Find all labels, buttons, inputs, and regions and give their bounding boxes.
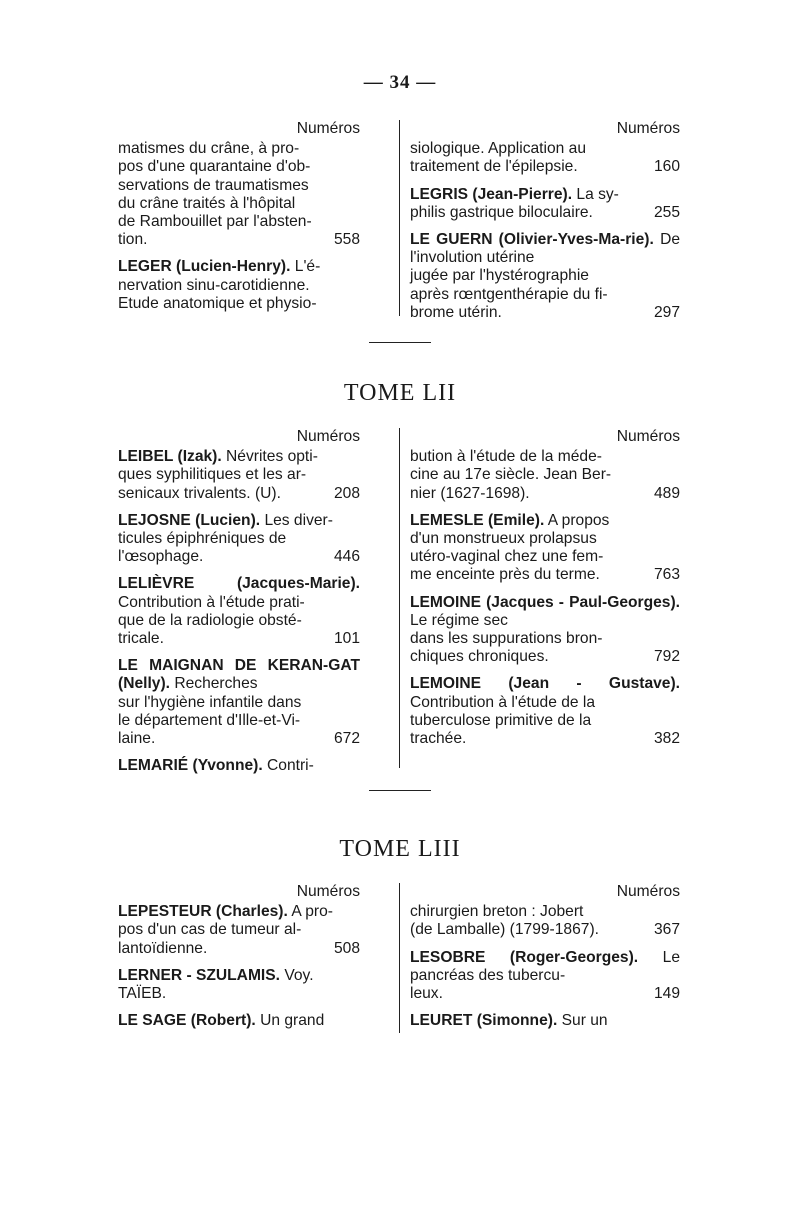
entry-text: Contribution à l'étude prati- bbox=[118, 593, 305, 611]
author-name: LEMESLE (Emile). bbox=[410, 511, 545, 529]
page-number: — 34 — bbox=[363, 72, 437, 93]
entry-text: Le régime sec bbox=[410, 611, 508, 629]
index-entry bbox=[118, 512, 360, 567]
entry-text: après rœntgenthérapie du fi- bbox=[410, 285, 608, 303]
entry-last-line bbox=[118, 548, 360, 566]
entry-number: 382 bbox=[653, 730, 680, 748]
entry-number: 792 bbox=[653, 648, 680, 666]
left-column bbox=[118, 883, 360, 1039]
entry-text: utéro-vaginal chez une fem- bbox=[410, 548, 604, 566]
entry-last-line bbox=[410, 158, 680, 176]
entry-text: sur l'hygiène infantile dans bbox=[118, 693, 302, 711]
index-entry bbox=[118, 1012, 360, 1030]
tome-title: TOME LIII bbox=[339, 836, 461, 862]
entry-line bbox=[410, 231, 680, 267]
author-name: LE SAGE (Robert). bbox=[118, 1012, 256, 1030]
entry-line bbox=[410, 1012, 680, 1030]
left-column bbox=[118, 428, 360, 784]
entry-line bbox=[118, 921, 360, 939]
entry-line bbox=[118, 903, 360, 921]
entry-text: jugée par l'hystérographie bbox=[410, 267, 589, 285]
entry-line bbox=[118, 213, 360, 231]
entry-text: nervation sinu-carotidienne. bbox=[118, 276, 310, 294]
index-entry bbox=[118, 757, 360, 775]
entry-text: leux. bbox=[410, 985, 443, 1003]
index-entry bbox=[410, 512, 680, 585]
entry-last-line bbox=[410, 204, 680, 222]
author-name: LEJOSNE (Lucien). bbox=[118, 511, 261, 529]
entry-text: Voy. bbox=[284, 966, 314, 984]
author-name: LEURET (Simonne). bbox=[410, 1012, 558, 1030]
entry-text: chirurgien breton : Jobert bbox=[410, 903, 584, 921]
entry-text: A pro- bbox=[291, 903, 333, 921]
entry-line bbox=[118, 158, 360, 176]
entry-text: du crâne traités à l'hôpital bbox=[118, 194, 296, 212]
entry-line bbox=[118, 575, 360, 611]
entry-last-line bbox=[410, 985, 680, 1003]
entry-text: l'œsophage. bbox=[118, 548, 204, 566]
index-entry bbox=[410, 594, 680, 667]
index-entry bbox=[118, 657, 360, 748]
entry-text: chiques chroniques. bbox=[410, 648, 549, 666]
author-name: LEMOINE (Jacques - Paul-Georges). bbox=[410, 593, 680, 611]
author-name: LEPESTEUR (Charles). bbox=[118, 903, 288, 921]
entry-text: philis gastrique biloculaire. bbox=[410, 203, 593, 221]
entry-text: brome utérin. bbox=[410, 303, 502, 321]
entry-text: ques syphilitiques et les ar- bbox=[118, 466, 307, 484]
entry-text: lantoïdienne. bbox=[118, 939, 208, 957]
entry-line bbox=[118, 466, 360, 484]
entry-last-line bbox=[410, 304, 680, 322]
entry-text: (de Lamballe) (1799-1867). bbox=[410, 921, 599, 939]
entry-text: pos d'une quarantaine d'ob- bbox=[118, 158, 311, 176]
entry-text: Les diver- bbox=[264, 511, 333, 529]
index-entry bbox=[410, 231, 680, 322]
entry-text: Recherches bbox=[174, 675, 258, 693]
entry-text: matismes du crâne, à pro- bbox=[118, 140, 300, 158]
entry-line bbox=[118, 277, 360, 295]
entry-text: Un grand bbox=[260, 1012, 325, 1030]
entry-line bbox=[410, 140, 680, 158]
entry-line bbox=[118, 258, 360, 276]
column-divider bbox=[399, 428, 400, 768]
entry-text: trachée. bbox=[410, 730, 467, 748]
entry-text: servations de traumatismes bbox=[118, 176, 309, 194]
entry-text: La sy- bbox=[576, 185, 619, 203]
index-entry bbox=[410, 949, 680, 1004]
entry-line bbox=[118, 448, 360, 466]
entry-number: 101 bbox=[333, 630, 360, 648]
column-divider bbox=[399, 883, 400, 1033]
entry-number: 297 bbox=[653, 303, 680, 321]
index-entry bbox=[410, 186, 680, 222]
entry-line bbox=[410, 949, 680, 985]
entry-text: nier (1627-1698). bbox=[410, 484, 530, 502]
entry-line bbox=[118, 712, 360, 730]
index-entry bbox=[410, 675, 680, 748]
entry-line bbox=[410, 712, 680, 730]
entry-line bbox=[410, 286, 680, 304]
entry-text: ticules épiphréniques de bbox=[118, 530, 287, 548]
column-header: Numéros bbox=[616, 120, 680, 137]
entry-text: tuberculose primitive de la bbox=[410, 711, 592, 729]
entry-text: L'é- bbox=[294, 258, 321, 276]
entry-text: Névrites opti- bbox=[226, 448, 318, 466]
entry-text: bution à l'étude de la méde- bbox=[410, 448, 602, 466]
entry-line bbox=[410, 267, 680, 285]
entry-text: me enceinte près du terme. bbox=[410, 566, 600, 584]
entry-number: 672 bbox=[333, 730, 360, 748]
entry-text: que de la radiologie obsté- bbox=[118, 611, 302, 629]
entry-text: A propos bbox=[547, 511, 610, 529]
entry-number: 367 bbox=[653, 921, 680, 939]
entry-line bbox=[410, 512, 680, 530]
author-name: LERNER - SZULAMIS. bbox=[118, 966, 280, 984]
entry-text: Sur un bbox=[561, 1012, 608, 1030]
entry-last-line bbox=[118, 231, 360, 249]
entry-line bbox=[410, 466, 680, 484]
entry-last-line bbox=[410, 921, 680, 939]
column-header: Numéros bbox=[296, 883, 360, 900]
entry-line bbox=[118, 694, 360, 712]
author-name: LEMARIÉ (Yvonne). bbox=[118, 757, 263, 775]
entry-line bbox=[118, 177, 360, 195]
entry-text: TAÏEB. bbox=[118, 985, 167, 1003]
entry-text: cine au 17e siècle. Jean Ber- bbox=[410, 466, 612, 484]
entry-number: 508 bbox=[333, 939, 360, 957]
index-entry bbox=[410, 448, 680, 503]
column-header: Numéros bbox=[616, 883, 680, 900]
entry-line bbox=[118, 657, 360, 693]
entry-text: pos d'un cas de tumeur al- bbox=[118, 921, 302, 939]
section-rule bbox=[369, 790, 431, 791]
entry-number: 160 bbox=[653, 158, 680, 176]
column-header: Numéros bbox=[296, 120, 360, 137]
author-name: LEGER (Lucien-Henry). bbox=[118, 258, 291, 276]
entry-line bbox=[410, 186, 680, 204]
entry-text: tricale. bbox=[118, 630, 164, 648]
author-name: LEGRIS (Jean-Pierre). bbox=[410, 185, 573, 203]
entry-line bbox=[410, 448, 680, 466]
entry-line bbox=[410, 675, 680, 711]
entry-line bbox=[118, 985, 360, 1003]
entry-line bbox=[118, 757, 360, 775]
entry-line bbox=[118, 967, 360, 985]
entry-last-line bbox=[410, 648, 680, 666]
entry-line bbox=[410, 903, 680, 921]
entry-number: 763 bbox=[653, 566, 680, 584]
author-name: LEIBEL (Izak). bbox=[118, 448, 222, 466]
entry-line bbox=[118, 612, 360, 630]
entry-text: tion. bbox=[118, 231, 148, 249]
entry-number: 149 bbox=[653, 985, 680, 1003]
entry-last-line bbox=[118, 940, 360, 958]
author-name: LESOBRE (Roger-Georges). bbox=[410, 948, 639, 966]
entry-text: d'un monstrueux prolapsus bbox=[410, 530, 597, 548]
entry-text: Le pancréas des tubercu- bbox=[410, 948, 680, 984]
tome-title: TOME LII bbox=[343, 380, 457, 406]
entry-text: dans les suppurations bron- bbox=[410, 630, 603, 648]
entry-last-line bbox=[118, 485, 360, 503]
entry-line bbox=[118, 195, 360, 213]
entry-line bbox=[410, 594, 680, 630]
entry-text: De l'involution utérine bbox=[410, 231, 680, 267]
entry-number: 255 bbox=[653, 203, 680, 221]
entry-last-line bbox=[118, 630, 360, 648]
right-column bbox=[410, 120, 680, 331]
index-entry bbox=[410, 140, 680, 176]
entry-text: siologique. Application au bbox=[410, 140, 586, 158]
column-header: Numéros bbox=[296, 428, 360, 445]
entry-line bbox=[118, 295, 360, 313]
entry-last-line bbox=[410, 485, 680, 503]
index-entry bbox=[118, 258, 360, 313]
index-entry bbox=[410, 1012, 680, 1030]
entry-line bbox=[410, 548, 680, 566]
entry-text: traitement de l'épilepsie. bbox=[410, 158, 578, 176]
index-entry bbox=[118, 903, 360, 958]
left-column bbox=[118, 120, 360, 322]
entry-last-line bbox=[118, 730, 360, 748]
index-entry bbox=[118, 448, 360, 503]
entry-number: 489 bbox=[653, 484, 680, 502]
entry-text: laine. bbox=[118, 730, 156, 748]
entry-line bbox=[118, 512, 360, 530]
entry-line bbox=[118, 1012, 360, 1030]
entry-line bbox=[118, 530, 360, 548]
index-entry bbox=[410, 903, 680, 939]
index-entry bbox=[118, 575, 360, 648]
author-name: LEMOINE (Jean - Gustave). bbox=[410, 675, 680, 693]
entry-number: 208 bbox=[333, 484, 360, 502]
entry-text: senicaux trivalents. (U). bbox=[118, 484, 281, 502]
entry-line bbox=[410, 530, 680, 548]
author-name: LELIÈVRE (Jacques-Marie). bbox=[118, 575, 360, 593]
right-column bbox=[410, 428, 680, 757]
index-entry bbox=[118, 967, 360, 1003]
index-entry bbox=[118, 140, 360, 249]
entry-line bbox=[410, 630, 680, 648]
entry-number: 446 bbox=[333, 548, 360, 566]
section-rule bbox=[369, 342, 431, 343]
column-header: Numéros bbox=[616, 428, 680, 445]
author-name: LE MAIGNAN DE KERAN-GAT (Nelly). bbox=[118, 657, 360, 693]
entry-last-line bbox=[410, 566, 680, 584]
entry-last-line bbox=[410, 730, 680, 748]
right-column bbox=[410, 883, 680, 1039]
entry-number: 558 bbox=[333, 231, 360, 249]
entry-text: Contri- bbox=[267, 757, 314, 775]
entry-text: Contribution à l'étude de la bbox=[410, 693, 596, 711]
column-divider bbox=[399, 120, 400, 316]
entry-text: le département d'Ille-et-Vi- bbox=[118, 711, 301, 729]
entry-text: Etude anatomique et physio- bbox=[118, 294, 317, 312]
entry-text: de Rambouillet par l'absten- bbox=[118, 213, 312, 231]
author-name: LE GUERN (Olivier-Yves-Ma-rie). bbox=[410, 231, 654, 249]
entry-line bbox=[118, 140, 360, 158]
